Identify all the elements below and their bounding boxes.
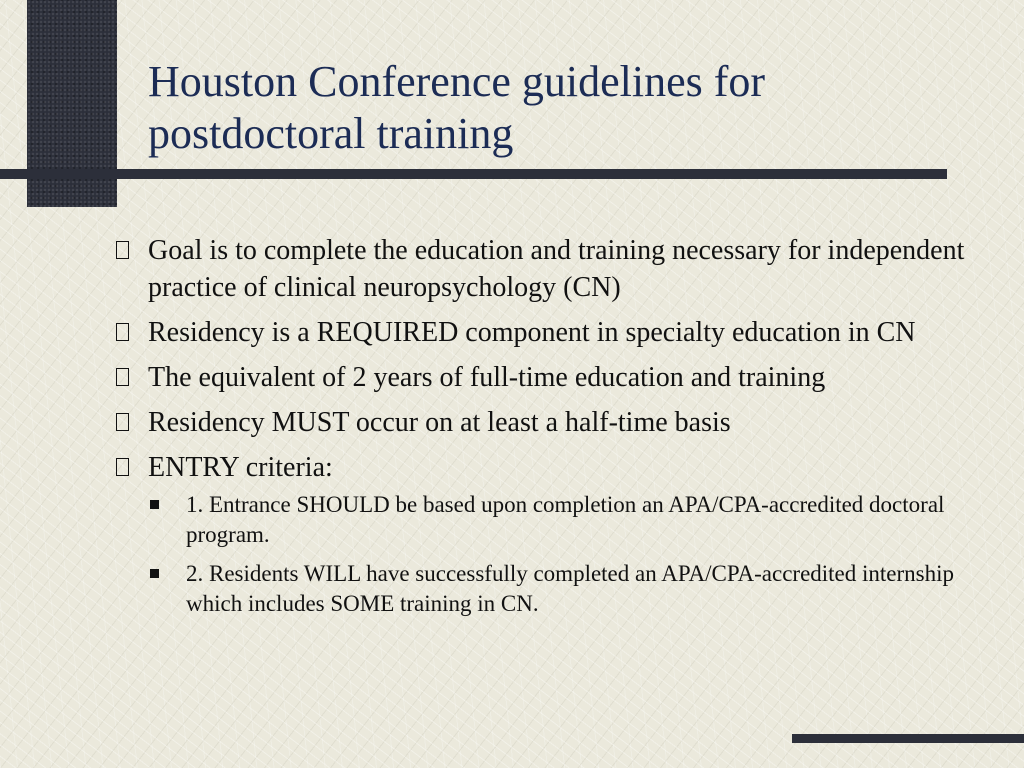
bullet-box-icon — [116, 323, 129, 341]
square-bullet-icon — [150, 569, 159, 578]
entry-criteria-list — [148, 490, 970, 619]
title-underline-rule — [0, 169, 947, 179]
sub-bullet-text: 2. Residents WILL have successfully completed an APA/CPA-accredited internship which includes SOME training in CN. — [186, 561, 955, 616]
bullet-box-icon — [116, 241, 129, 259]
bullet-goal — [110, 232, 970, 306]
bullet-box-icon — [116, 413, 129, 431]
bullet-text: Goal is to complete the education and training necessary for independent practice of clinical neuropsychology (CN) — [148, 235, 965, 303]
bullet-two-years — [110, 359, 970, 396]
bullet-residency-required — [110, 314, 970, 351]
footer-rule — [792, 734, 1024, 743]
bullet-text: Residency is a REQUIRED component in specialty education in CN — [148, 317, 916, 348]
bullet-entry-criteria — [110, 449, 970, 619]
bullet-list — [110, 232, 970, 628]
slide-title: Houston Conference guidelines for postdoctoral training — [148, 57, 766, 158]
bullet-text: ENTRY criteria: — [148, 452, 333, 483]
sub-bullet-doctoral — [148, 490, 970, 550]
square-bullet-icon — [150, 500, 159, 509]
bullet-text: The equivalent of 2 years of full-time education and training — [148, 362, 826, 393]
bullet-text: Residency MUST occur on at least a half-time basis — [148, 407, 731, 438]
bullet-half-time — [110, 404, 970, 441]
bullet-box-icon — [116, 458, 129, 476]
bullet-box-icon — [116, 368, 129, 386]
sub-bullet-text: 1. Entrance SHOULD be based upon completion an APA/CPA-accredited doctoral program. — [186, 492, 945, 547]
sub-bullet-internship — [148, 559, 970, 619]
